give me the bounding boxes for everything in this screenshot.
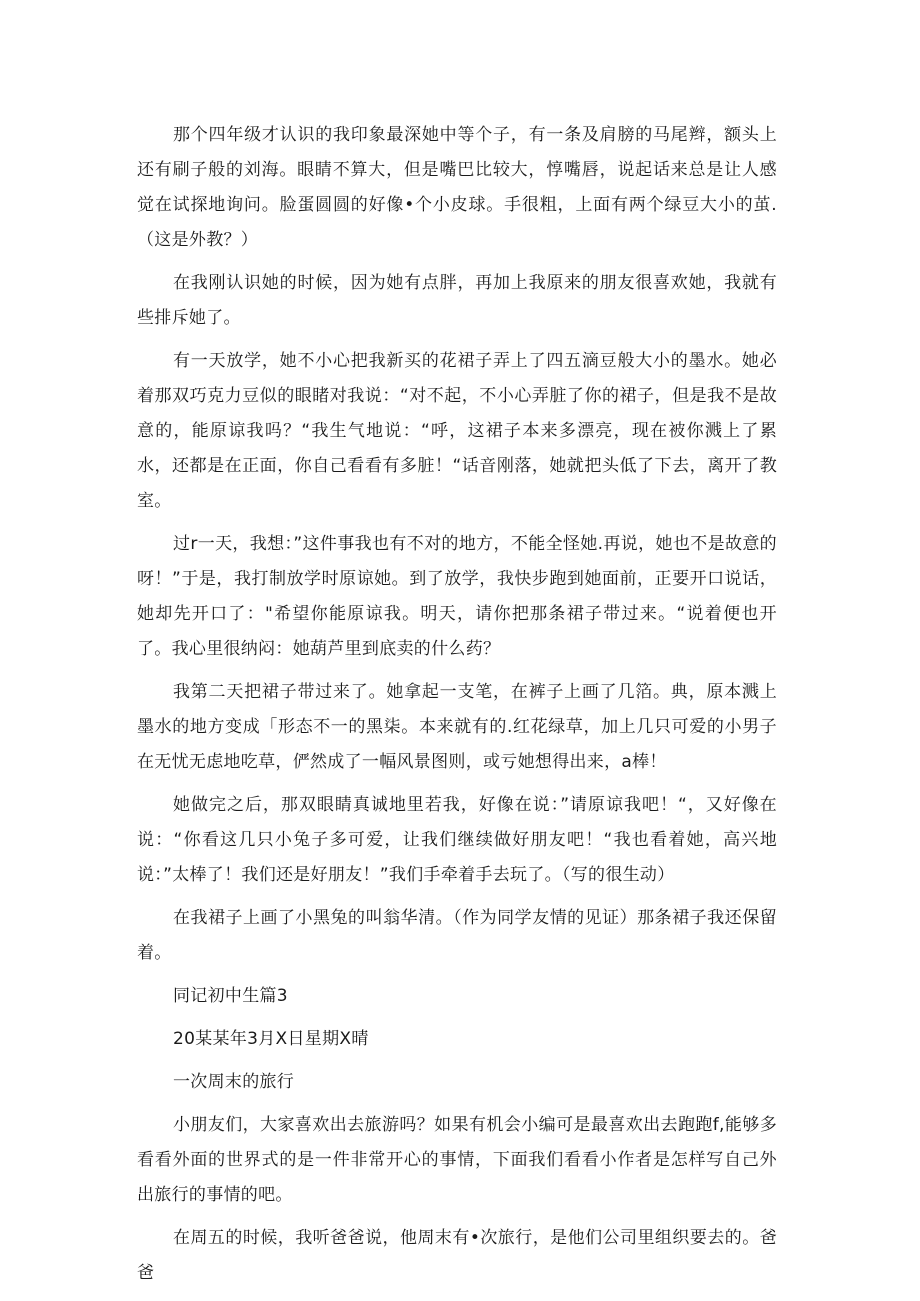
section-title: 同记初中生篇3 [173,986,288,1006]
paragraph-3: 有一天放学，她不小心把我新买的花裙子弄上了四五滴豆般大小的墨水。她必着那双巧克力豆似的眼睹对我说：“对不起，不小心弄脏了你的裙子，但是我不是故意的，能原谅我吗？“我生气地说：“呼，这裙子本来多漂亮，现在被你溅上了累水，还都是在正面，你自己看看有多脏！“话音刚落，她就把头低了下去，离开了教室。 [137,351,777,511]
essay-title: 一次周末的旅行 [173,1072,295,1092]
paragraph-2: 在我刚认识她的时候，因为她有点胖，再加上我原来的朋友很喜欢她，我就有些排斥她了。 [137,273,777,328]
paragraph-9: 在周五的时候，我听爸爸说，他周末有•次旅行，是他们公司里组织要去的。爸爸 [137,1228,777,1283]
paragraph-8: 小朋友们，大家喜欢出去旅游吗？如果有机会小编可是最喜欢出去跑跑f,能够多看看外面的世界式的是一件非常开心的事情，下面我们看看小作者是怎样写自己外出旅行的事情的吧。 [137,1115,777,1205]
paragraph-5: 我第二天把裙子带过来了。她拿起一支笔，在裤子上画了几箔。典，原本溅上墨水的地方变成「形态不一的黑柒。本来就有的.红花绿草，加上几只可爱的小男子在无忧无虑地吃草，俨然成了一幅风景图则，或亏她想得出来，a棒！ [137,682,777,772]
paragraph-6: 她做完之后，那双眼睛真诚地里若我，好像在说：”请原谅我吧！“，又好像在说：“你看这几只小兔子多可爱，让我们继续做好朋友吧！“我也看着她，高兴地说：”太棒了！我们还是好朋友！”我们手牵着手去玩了。（写的很生动） [137,795,777,885]
paragraph-4: 过r一天，我想：”这件事我也有不对的地方，不能全怪她.再说，她也不是故意的呀！”于是，我打制放学时原谅她。到了放学，我快步跑到她面前，正要开口说话，她却先开口了："希望你能原谅我。明天，请你把那条裙子带过来。“说着便也开了。我心里很纳闷：她葫芦里到底卖的什么药？ [137,534,777,659]
document-body [137,118,777,1299]
date-line: 20某某年3月X日星期X晴 [173,1029,369,1049]
paragraph-1: 那个四年级才认识的我印象最深她中等个子，有一条及肩膀的马尾辫，额头上还有刷子般的刘海。眼睛不算大，但是嘴巴比较大，惇嘴唇，说起话来总是让人感觉在试探地询问。脸蛋圆圆的好像•个小皮球。手很粗，上面有两个绿豆大小的茧.（这是外教？） [137,125,777,250]
paragraph-7: 在我裙子上画了小黑兔的叫翁华清。（作为同学友情的见证）那条裙子我还保留着。 [137,908,777,963]
